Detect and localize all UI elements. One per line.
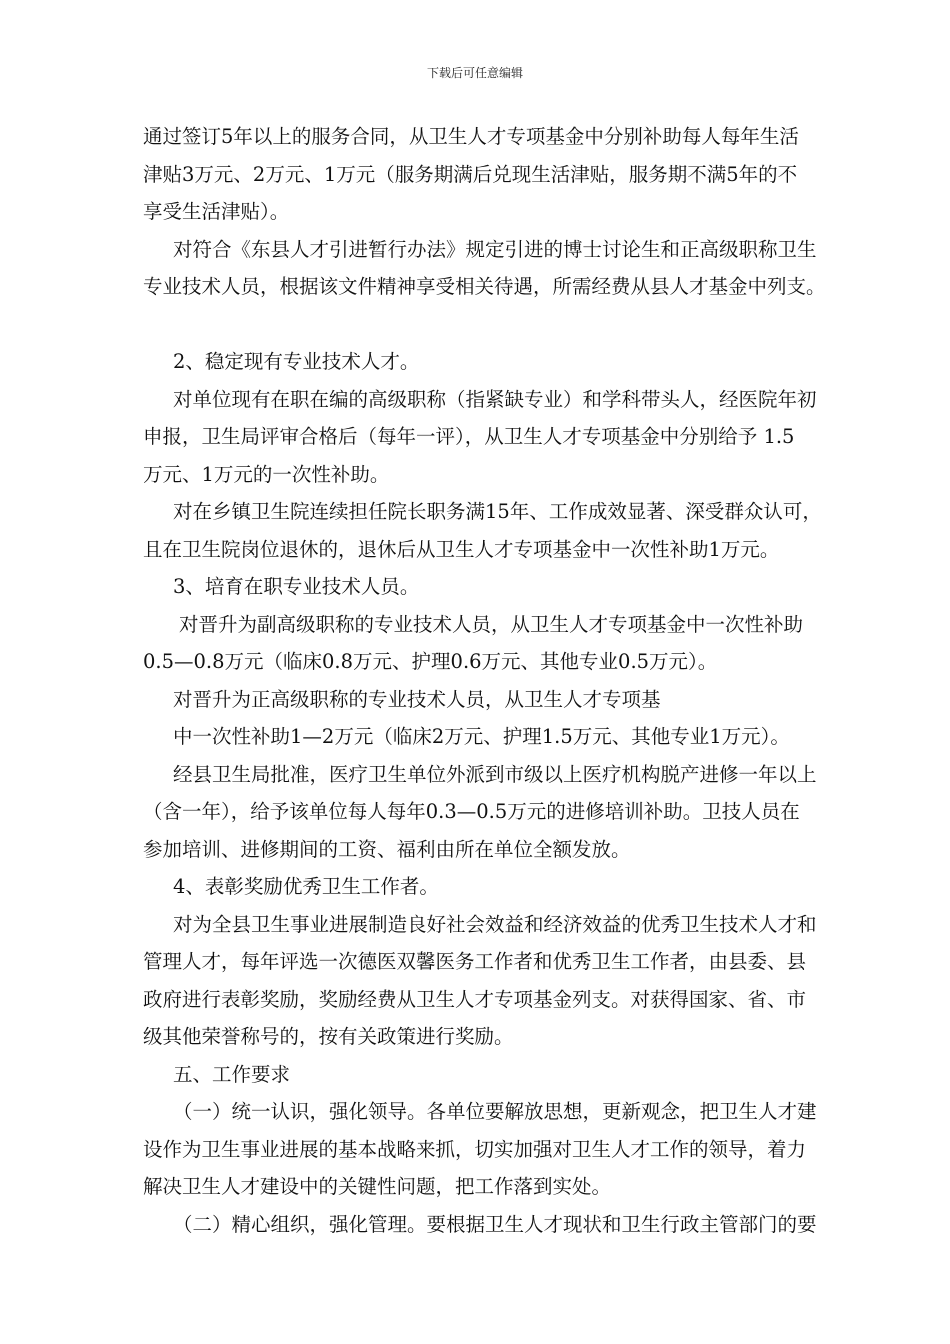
text-line: 0.5—0.8万元（临床0.8万元、护理0.6万元、其他专业0.5万元）。 (143, 650, 718, 673)
paragraph-start: 对单位现有在职在编的高级职称（指紧缺专业）和学科带头人，经医院年初 (173, 387, 817, 411)
section-heading: 4、表彰奖励优秀卫生工作者。 (173, 875, 439, 898)
paragraph-start: 对为全县卫生事业进展制造良好社会效益和经济效益的优秀卫生技术人才和 (173, 912, 817, 936)
text-line: （含一年），给予该单位每人每年0.3—0.5万元的进修培训补助。卫技人员在 (143, 800, 800, 823)
text-line: 参加培训、进修期间的工资、福利由所在单位全额发放。 (143, 837, 631, 861)
section-heading: 2、稳定现有专业技术人才。 (173, 350, 420, 373)
paragraph-start: 经县卫生局批准，医疗卫生单位外派到市级以上医疗机构脱产进修一年以上 (173, 762, 817, 786)
text-line: 中一次性补助1—2万元（临床2万元、护理1.5万元、其他专业1万元）。 (173, 725, 790, 748)
text-line: 专业技术人员，根据该文件精神享受相关待遇，所需经费从县人才基金中列支。 (143, 275, 826, 298)
text-line: 解决卫生人才建设中的关键性问题，把工作落到实处。 (143, 1175, 612, 1198)
section-heading: 3、培育在职专业技术人员。 (173, 575, 420, 598)
page-header-note: 下载后可任意编辑 (426, 66, 523, 80)
paragraph-start: 对符合《东县人才引进暂行办法》规定引进的博士讨论生和正高级职称卫生 (173, 237, 817, 261)
document-body (143, 118, 826, 1243)
section-heading: 五、工作要求 (173, 1062, 291, 1086)
text-line: 享受生活津贴）。 (143, 200, 290, 223)
text-line: 设作为卫生事业进展的基本战略来抓，切实加强对卫生人才工作的领导，着力 (143, 1137, 807, 1161)
text-line: 级其他荣誉称号的，按有关政策进行奖励。 (143, 1025, 514, 1048)
text-line: 万元、1万元的一次性补助。 (143, 462, 390, 486)
paragraph-start: （二）精心组织，强化管理。要根据卫生人才现状和卫生行政主管部门的要 (173, 1212, 817, 1236)
text-line: 且在卫生院岗位退休的，退休后从卫生人才专项基金中一次性补助1万元。 (143, 537, 780, 561)
text-line: 管理人才，每年评选一次德医双馨医务工作者和优秀卫生工作者，由县委、县 (143, 950, 807, 973)
paragraph-start: 对在乡镇卫生院连续担任院长职务满15年、工作成效显著、深受群众认可， (173, 500, 822, 523)
text-line: 津贴3万元、2万元、1万元（服务期满后兑现生活津贴，服务期不满5年的不 (143, 162, 798, 186)
text-line: 申报，卫生局评审合格后（每年一评），从卫生人才专项基金中分别给予 1.5 (143, 425, 795, 448)
text-line: 通过签订5年以上的服务合同，从卫生人才专项基金中分别补助每人每年生活 (143, 125, 799, 148)
paragraph-start: 对晋升为正高级职称的专业技术人员，从卫生人才专项基 (173, 687, 661, 711)
blank-line (143, 306, 813, 344)
text-line: 政府进行表彰奖励，奖励经费从卫生人才专项基金列支。对获得国家、省、市 (143, 987, 807, 1011)
paragraph-start: （一）统一认识，强化领导。各单位要解放思想，更新观念，把卫生人才建 (173, 1100, 817, 1123)
paragraph-start: 对晋升为副高级职称的专业技术人员，从卫生人才专项基金中一次性补助 (179, 612, 804, 636)
